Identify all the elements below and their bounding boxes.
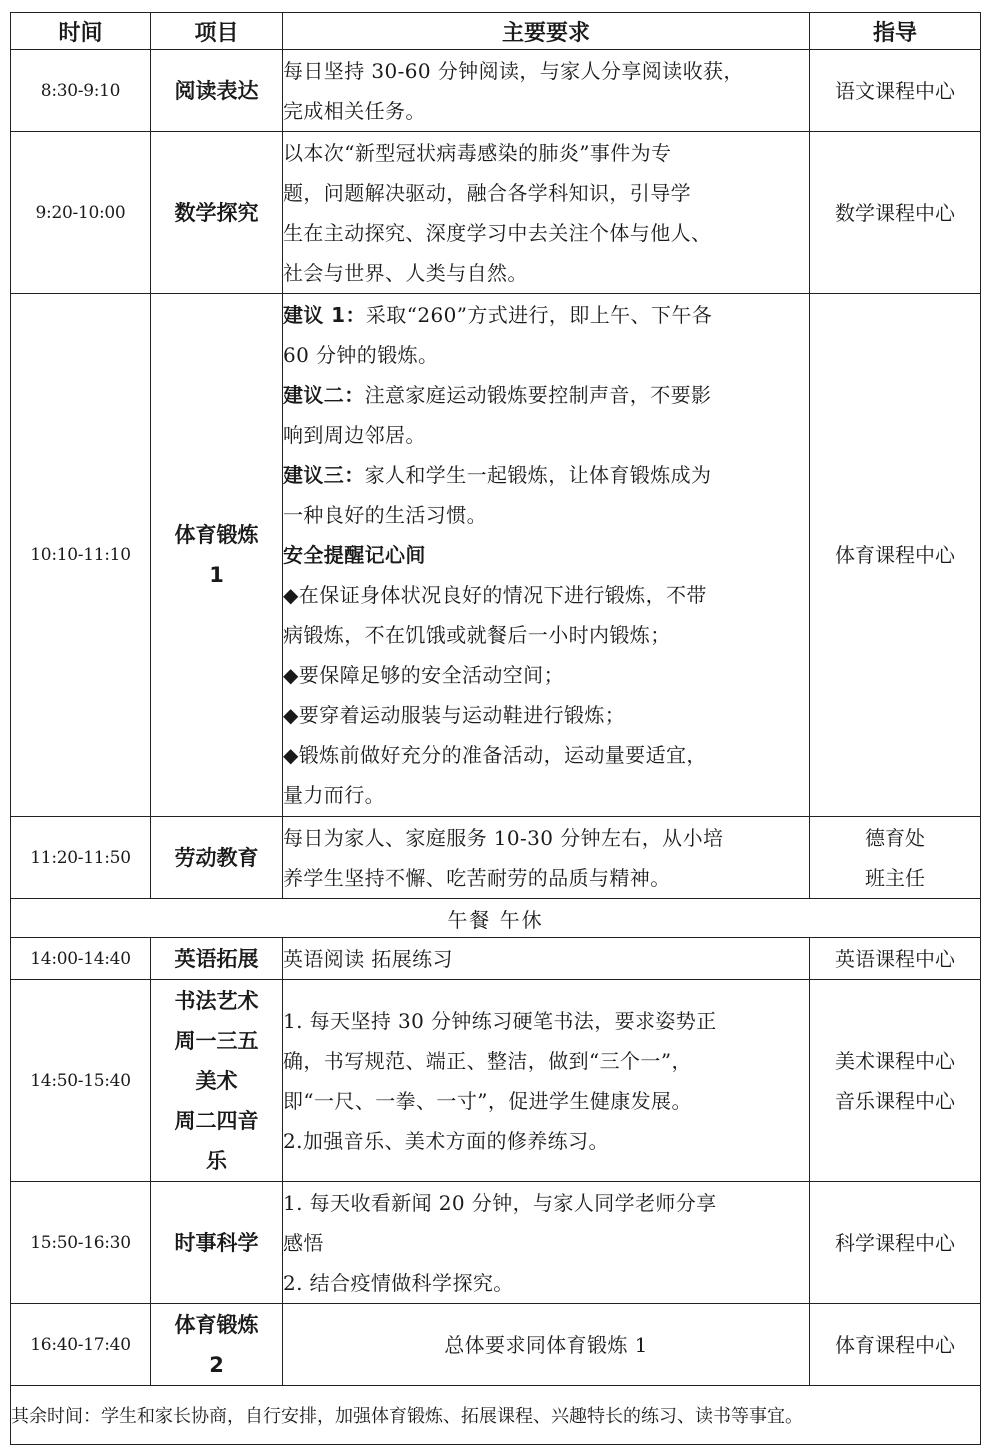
project-line: 英语拓展 xyxy=(174,946,259,971)
requirement-line xyxy=(283,335,809,375)
guide-line: 英语课程中心 xyxy=(835,946,955,971)
requirement-line xyxy=(283,455,809,495)
requirement-line: 1. 每天坚持 30 分钟练习硬笔书法，要求姿势正 xyxy=(283,1008,717,1033)
requirement-line xyxy=(283,655,809,695)
table-row xyxy=(11,50,981,132)
guide-line: 美术课程中心 xyxy=(835,1048,955,1073)
project-cell xyxy=(151,980,283,1182)
project-line: 劳动教育 xyxy=(174,845,259,870)
requirement-line: 每日为家人、家庭服务 10-30 分钟左右，从小培 xyxy=(283,825,724,850)
requirements-cell xyxy=(283,1304,810,1386)
project-line: 2 xyxy=(209,1352,224,1377)
requirement-line xyxy=(283,375,809,415)
requirement-line: 生在主动探究、深度学习中去关注个体与他人、 xyxy=(283,220,712,245)
requirement-line: 2.加强音乐、美术方面的修养练习。 xyxy=(283,1128,609,1153)
project-line: 周一三五 xyxy=(174,1028,259,1053)
requirement-bold-label: 建议二： xyxy=(283,383,365,407)
project-line: 周二四音 xyxy=(174,1108,259,1133)
time-cell: 14:00-14:40 xyxy=(11,938,151,980)
requirement-line: 每日坚持 30-60 分钟阅读，与家人分享阅读收获， xyxy=(283,58,744,83)
requirement-bold-label: 建议 1： xyxy=(283,303,366,327)
header-guide: 指导 xyxy=(810,13,981,50)
requirements-cell xyxy=(283,50,810,132)
project-line: 数学探究 xyxy=(174,200,259,225)
requirement-text: 采取“260”方式进行，即上午、下午各 xyxy=(365,303,713,327)
requirement-line: 养学生坚持不懈、吃苦耐劳的品质与精神。 xyxy=(283,865,671,890)
requirements-cell xyxy=(283,980,810,1182)
requirement-line: 总体要求同体育锻炼 1 xyxy=(444,1332,648,1357)
requirements-cell xyxy=(283,817,810,899)
requirement-line xyxy=(283,535,809,575)
requirement-text: 家人和学生一起锻炼，让体育锻炼成为 xyxy=(364,463,712,487)
requirement-line: 确，书写规范、端正、整洁，做到“三个一”， xyxy=(283,1048,692,1073)
guide-line: 音乐课程中心 xyxy=(835,1088,955,1113)
requirement-line: 完成相关任务。 xyxy=(283,98,426,123)
guide-line: 体育课程中心 xyxy=(835,1332,955,1357)
time-cell: 10:10-11:10 xyxy=(11,294,151,817)
requirement-line xyxy=(283,295,809,335)
requirement-bold-label: 安全提醒记心间 xyxy=(283,543,426,567)
time-cell: 8:30-9:10 xyxy=(11,50,151,132)
requirement-text: 一种良好的生活习惯。 xyxy=(283,503,487,527)
project-line: 1 xyxy=(209,563,224,587)
project-line: 书法艺术 xyxy=(174,988,259,1013)
guide-line: 德育处 xyxy=(865,825,925,850)
requirement-bold-label: 建议三： xyxy=(283,463,365,487)
requirement-line xyxy=(283,695,809,735)
requirement-line: 社会与世界、人类与自然。 xyxy=(283,260,528,285)
requirement-line xyxy=(283,615,809,655)
project-line: 体育锻炼 xyxy=(174,1312,259,1337)
guide-line: 体育课程中心 xyxy=(835,543,955,567)
project-cell xyxy=(151,1304,283,1386)
requirement-line: 即“一尺、一拳、一寸”，促进学生健康发展。 xyxy=(283,1088,692,1113)
project-cell xyxy=(151,1182,283,1304)
time-cell: 15:50-16:30 xyxy=(11,1182,151,1304)
requirement-text: 注意家庭运动锻炼要控制声音，不要影 xyxy=(364,383,712,407)
schedule-table xyxy=(10,12,981,1445)
guide-cell xyxy=(810,132,981,294)
guide-cell xyxy=(810,1304,981,1386)
project-line: 美术 xyxy=(195,1068,238,1093)
header-time: 时间 xyxy=(11,13,151,50)
time-cell: 16:40-17:40 xyxy=(11,1304,151,1386)
project-line: 时事科学 xyxy=(174,1230,259,1255)
project-line: 体育锻炼 xyxy=(174,523,259,547)
requirements-cell xyxy=(283,938,810,980)
requirement-line xyxy=(283,735,809,775)
guide-line: 科学课程中心 xyxy=(835,1230,955,1255)
requirement-line: 题，问题解决驱动，融合各学科知识，引导学 xyxy=(283,180,691,205)
requirement-text: 60 分钟的锻炼。 xyxy=(283,343,439,367)
schedule-body-afternoon xyxy=(11,938,981,1386)
project-cell xyxy=(151,50,283,132)
header-requirements: 主要要求 xyxy=(283,13,810,50)
footer-note: 其余时间：学生和家长协商，自行安排，加强体育锻炼、拓展课程、兴趣特长的练习、读书等事宜。 xyxy=(11,1386,981,1445)
project-line: 乐 xyxy=(206,1148,227,1173)
guide-cell xyxy=(810,817,981,899)
footer-row xyxy=(11,1386,981,1445)
requirement-line xyxy=(283,495,809,535)
requirements-cell xyxy=(283,1182,810,1304)
project-cell xyxy=(151,817,283,899)
table-row xyxy=(11,1304,981,1386)
lunch-break: 午餐 午休 xyxy=(11,899,981,938)
guide-cell xyxy=(810,50,981,132)
table-row xyxy=(11,132,981,294)
time-cell: 11:20-11:50 xyxy=(11,817,151,899)
project-cell xyxy=(151,132,283,294)
guide-cell xyxy=(810,938,981,980)
requirement-text: ◆锻炼前做好充分的准备活动，运动量要适宜， xyxy=(283,743,707,767)
header-project: 项目 xyxy=(151,13,283,50)
requirement-line: 英语阅读 拓展练习 xyxy=(283,946,453,971)
header-row xyxy=(11,13,981,50)
project-line: 阅读表达 xyxy=(174,78,259,103)
time-cell: 14:50-15:40 xyxy=(11,980,151,1182)
guide-line: 语文课程中心 xyxy=(835,78,955,103)
requirement-line: 感悟 xyxy=(283,1230,324,1255)
requirement-line: 以本次“新型冠状病毒感染的肺炎”事件为专 xyxy=(283,140,672,165)
requirement-text: ◆要穿着运动服装与运动鞋进行锻炼； xyxy=(283,703,626,727)
requirement-text: ◆要保障足够的安全活动空间； xyxy=(283,663,564,687)
table-row xyxy=(11,1182,981,1304)
lunch-section xyxy=(11,899,981,938)
requirement-line xyxy=(283,775,809,815)
guide-cell xyxy=(810,980,981,1182)
table-row xyxy=(11,980,981,1182)
guide-line: 班主任 xyxy=(865,865,925,890)
table-row xyxy=(11,817,981,899)
table-row xyxy=(11,294,981,817)
requirement-line: 2. 结合疫情做科学探究。 xyxy=(283,1270,514,1295)
guide-cell xyxy=(810,1182,981,1304)
time-cell: 9:20-10:00 xyxy=(11,132,151,294)
footer-section xyxy=(11,1386,981,1445)
requirement-text: 量力而行。 xyxy=(283,783,385,807)
requirement-text: ◆在保证身体状况良好的情况下进行锻炼，不带 xyxy=(283,583,707,607)
lunch-row xyxy=(11,899,981,938)
requirement-line: 1. 每天收看新闻 20 分钟，与家人同学老师分享 xyxy=(283,1190,717,1215)
guide-cell xyxy=(810,294,981,817)
table-row xyxy=(11,938,981,980)
requirement-line xyxy=(283,415,809,455)
schedule-body-morning xyxy=(11,50,981,899)
project-cell xyxy=(151,938,283,980)
requirements-cell xyxy=(283,294,810,817)
guide-line: 数学课程中心 xyxy=(835,200,955,225)
project-cell xyxy=(151,294,283,817)
requirement-text: 病锻炼，不在饥饿或就餐后一小时内锻炼； xyxy=(283,623,671,647)
requirements-cell xyxy=(283,132,810,294)
requirement-line xyxy=(283,575,809,615)
requirement-text: 响到周边邻居。 xyxy=(283,423,426,447)
